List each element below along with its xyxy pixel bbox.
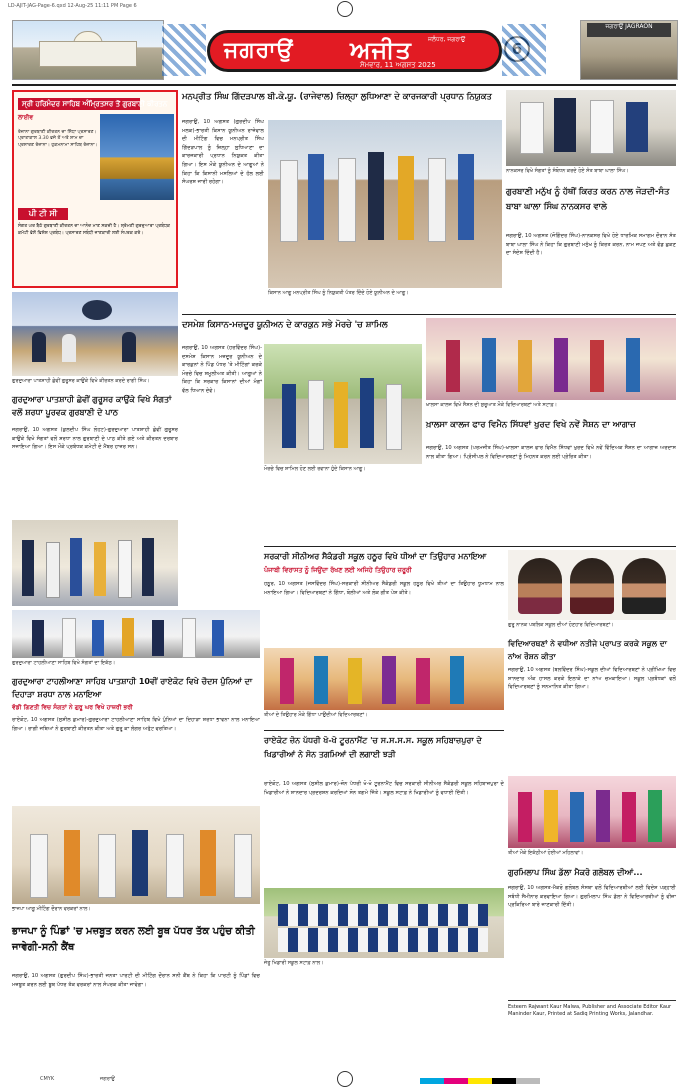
masthead: [12, 14, 676, 82]
khokho-body-cont: [264, 976, 504, 1068]
divider: [182, 314, 676, 315]
khokho-body: ਰਾਏਕੋਟ, 10 ਅਗਸਤ (ਸੁਸ਼ੀਲ ਕੁਮਾਰ)-ਜ਼ੋਨ ਪੱਧਰੀ ਖੋ-ਖੋ ਟੂਰਨਾਮੈਂਟ ਵਿਚ ਸਰਕਾਰੀ ਸੀਨੀਅਰ ਸੈਕੰਡਰੀ ਸਕੂਲ ਸਹਿਬਾਜ਼ਪੁਰਾ ਦੇ ਖਿਡਾਰੀਆਂ ਨੇ ਸ਼ਾਨਦਾਰ ਪ੍ਰਦਰਸ਼ਨ ਕਰਦਿਆਂ ਸੋਨ ਤਗਮੇ ਜਿੱਤੇ। ਸਕੂਲ ਸਟਾਫ਼ ਨੇ ਖਿਡਾਰੀਆਂ ਨੂੰ ਵਧਾਈ ਦਿੱਤੀ।: [264, 781, 504, 796]
bjp-photo: [12, 806, 260, 904]
slug-line: LD-AJIT-JAG-Page-6.qxd 12-Aug-25 11:11 PM Page 6: [8, 3, 137, 9]
nanaksar-caption: ਨਾਨਕਸਰ ਵਿਖੇ ਸੰਗਤਾਂ ਨੂੰ ਸੰਬੋਧਨ ਕਰਦੇ ਹੋਏ ਸੰਤ ਬਾਬਾ ਘਾਲਾ ਸਿੰਘ।: [506, 168, 629, 174]
masthead-photo-sign: ਜਗਰਾਉਂ JAGRAON: [587, 23, 671, 37]
bjp-photo-caption: ਭਾਜਪਾ ਆਗੂ ਮੀਟਿੰਗ ਦੌਰਾਨ ਵਰਕਰਾਂ ਨਾਲ।: [12, 906, 91, 912]
toppers-caption: ਗੁਰੂ ਨਾਨਕ ਪਬਲਿਕ ਸਕੂਲ ਦੀਆਂ ਹੋਣਹਾਰ ਵਿਦਿਆਰਥਣਾਂ।: [508, 622, 614, 628]
school-teej-subhead: ਪੰਜਾਬੀ ਵਿਰਾਸਤ ਨੂੰ ਜਿਉਂਦਾ ਰੱਖਣ ਲਈ ਅਜਿਹੇ ਤਿਉਹਾਰ ਜ਼ਰੂਰੀ: [264, 566, 412, 574]
masthead-left-photo: [12, 20, 164, 80]
gurudwara-photo-caption: ਗੁਰਦੁਆਰਾ ਪਾਤਸ਼ਾਹੀ ਛੇਵੀਂ ਗੁਰੂਸਰ ਕਾਉਂਕੇ ਵਿਖੇ ਕੀਰਤਨ ਕਰਦੇ ਰਾਗੀ ਸਿੰਘ।: [12, 378, 150, 384]
gurmat-body: ਜਗਰਾਉਂ, 10 ਅਗਸਤ-ਮੈਕਰੋ ਗਲੋਬਲ ਸੰਸਥਾ ਵਲੋਂ ਵਿਦਿਆਰਥੀਆਂ ਲਈ ਵਿਦੇਸ਼ ਪੜ੍ਹਾਈ ਸਬੰਧੀ ਸੈਮੀਨਾਰ ਕਰਵਾਇਆ ਗਿਆ। ਗੁਰਮਿਲਾਪ ਸਿੰਘ ਡੱਲਾ ਨੇ ਵਿਦਿਆਰਥੀਆਂ ਨੂੰ ਵੀਜ਼ਾ ਪ੍ਰਕਿਰਿਆ ਬਾਰੇ ਜਾਣਕਾਰੀ ਦਿੱਤੀ।: [508, 885, 676, 909]
story1-body: ਜਗਰਾਉਂ, 10 ਅਗਸਤ (ਗੁਰਦੀਪ ਸਿੰਘ ਮਲਕ)-ਭਾਰਤੀ ਕਿਸਾਨ ਯੂਨੀਅਨ ਰਾਜੇਵਾਲ ਦੀ ਮੀਟਿੰਗ ਵਿਚ ਮਨਪ੍ਰੀਤ ਸਿੰਘ ਗਿੱਦੜਪਾਲ ਨੂੰ ਜ਼ਿਲ੍ਹਾ ਲੁਧਿਆਣਾ ਦਾ ਕਾਰਜਕਾਰੀ ਪ੍ਰਧਾਨ ਨਿਯੁਕਤ ਕੀਤਾ ਗਿਆ। ਇਸ ਮੌਕੇ ਯੂਨੀਅਨ ਦੇ ਆਗੂਆਂ ਨੇ ਕਿਹਾ ਕਿ ਕਿਸਾਨੀ ਮਸਲਿਆਂ ਦੇ ਹੱਲ ਲਈ ਸੰਘਰਸ਼ ਜਾਰੀ ਰਹੇਗਾ।: [182, 119, 264, 186]
gurbani-broadcast-ad: [12, 90, 178, 288]
toppers-photo: [508, 550, 676, 620]
toppers-body: ਜਗਰਾਉਂ, 10 ਅਗਸਤ (ਬਲਵਿੰਦਰ ਸਿੰਘ)-ਸਕੂਲ ਦੀਆਂ ਵਿਦਿਆਰਥਣਾਂ ਨੇ ਪ੍ਰੀਖਿਆ ਵਿਚ ਸ਼ਾਨਦਾਰ ਅੰਕ ਹਾਸਲ ਕਰਕੇ ਇਲਾਕੇ ਦਾ ਨਾਂਅ ਚਮਕਾਇਆ। ਸਕੂਲ ਪ੍ਰਬੰਧਕਾਂ ਵਲੋਂ ਵਿਦਿਆਰਥਣਾਂ ਨੂੰ ਸਨਮਾਨਿਤ ਕੀਤਾ ਗਿਆ।: [508, 667, 676, 691]
masthead-pattern-right: [502, 24, 546, 76]
gurudwara-body: ਜਗਰਾਉਂ, 10 ਅਗਸਤ (ਕੁਲਦੀਪ ਸਿੰਘ ਲੋਹਟ)-ਗੁਰਦੁਆਰਾ ਪਾਤਸ਼ਾਹੀ ਛੇਵੀਂ ਗੁਰੂਸਰ ਕਾਉਂਕੇ ਵਿਖੇ ਸੰਗਤਾਂ ਵਲੋਂ ਸ਼ਰਧਾ ਨਾਲ ਗੁਰਬਾਣੀ ਦੇ ਪਾਠ ਕੀਤੇ ਗਏ ਅਤੇ ਕੀਰਤਨ ਦਰਬਾਰ ਸਜਾਇਆ ਗਿਆ। ਇਸ ਮੌਕੇ ਪ੍ਰਬੰਧਕ ਕਮੇਟੀ ਦੇ ਮੈਂਬਰ ਹਾਜ਼ਰ ਸਨ।: [12, 427, 178, 451]
story1-headline: ਮਨਪ੍ਰੀਤ ਸਿੰਘ ਗਿੱਦੜਪਾਲ ਬੀ.ਕੇ.ਯੂ. (ਰਾਜੇਵਾਲ) ਜ਼ਿਲ੍ਹਾ ਲੁਧਿਆਣਾ ਦੇ ਕਾਰਜਕਾਰੀ ਪ੍ਰਧਾਨ ਨਿਯੁਕਤ: [182, 91, 492, 101]
teej2-caption: ਤੀਆਂ ਮੌਕੇ ਇਕੱਠੀਆਂ ਹੋਈਆਂ ਮਹਿਲਾਵਾਂ।: [508, 850, 584, 856]
dasmesh-headline: ਦਸਮੇਸ਼ ਕਿਸਾਨ-ਮਜ਼ਦੂਰ ਯੂਨੀਅਨ ਦੇ ਕਾਰਕੁਨ ਸਭੇ ਮੋਰਚੇ 'ਚ ਸ਼ਾਮਿਲ: [182, 319, 388, 329]
khalsa-photo-caption: ਖ਼ਾਲਸਾ ਕਾਲਜ ਵਿਖੇ ਸੈਸ਼ਨ ਦੀ ਸ਼ੁਰੂਆਤ ਮੌਕੇ ਵਿਦਿਆਰਥਣਾਂ ਅਤੇ ਸਟਾਫ਼।: [426, 402, 557, 408]
school-teej-caption: ਤੀਆਂ ਦੇ ਤਿਉਹਾਰ ਮੌਕੇ ਗਿੱਧਾ ਪਾਉਂਦੀਆਂ ਵਿਦਿਆਰਥਣਾਂ।: [264, 712, 368, 718]
story1-photo: [268, 120, 502, 288]
dasmesh-caption: ਮੋਰਚੇ ਵਿਚ ਸ਼ਾਮਿਲ ਹੋਣ ਲਈ ਰਵਾਨਾ ਹੁੰਦੇ ਕਿਸਾਨ ਆਗੂ।: [264, 466, 366, 472]
bjp-headline: ਭਾਜਪਾ ਨੂੰ ਪਿੰਡਾਂ 'ਚ ਮਜ਼ਬੂਤ ਕਰਨ ਲਈ ਬੂਥ ਪੱਧਰ ਤੱਕ ਪਹੁੰਚ ਕੀਤੀ ਜਾਵੇਗੀ-ਸਨੀ ਕੈਂਥ: [12, 926, 255, 953]
masthead-paper-name: ਅਜੀਤ: [350, 35, 412, 64]
school-teej-headline: ਸਰਕਾਰੀ ਸੀਨੀਅਰ ਸੈਕੰਡਰੀ ਸਕੂਲ ਹਠੂਰ ਵਿਖੇ ਧੀਆਂ ਦਾ ਤਿਉਹਾਰ ਮਨਾਇਆ: [264, 552, 487, 561]
ad-ptc-logo: ਪੀ ਟੀ ਸੀ: [18, 208, 68, 220]
bottom-center-label: ਜਗਰਾਉਂ: [100, 1076, 115, 1082]
masthead-right-photo: [580, 20, 678, 80]
color-code: CMYK: [40, 1076, 55, 1082]
bottom-bar: [0, 1074, 687, 1089]
masthead-edition: ਜਲੰਧਰ, ਜਗਰਾਉਂ: [428, 36, 466, 43]
story1-caption: ਕਿਸਾਨ ਆਗੂ ਮਨਪ੍ਰੀਤ ਸਿੰਘ ਨੂੰ ਨਿਯੁਕਤੀ ਪੱਤਰ ਦਿੰਦੇ ਹੋਏ ਯੂਨੀਅਨ ਦੇ ਆਗੂ।: [268, 290, 409, 296]
ad-tagline: ਲਾਈਵ: [18, 114, 34, 121]
school-teej-body: ਹਠੂਰ, 10 ਅਗਸਤ (ਜਸਵਿੰਦਰ ਸਿੰਘ)-ਸਰਕਾਰੀ ਸੀਨੀਅਰ ਸੈਕੰਡਰੀ ਸਕੂਲ ਹਠੂਰ ਵਿਖੇ ਤੀਆਂ ਦਾ ਤਿਉਹਾਰ ਧੂਮਧਾਮ ਨਾਲ ਮਨਾਇਆ ਗਿਆ। ਵਿਦਿਆਰਥਣਾਂ ਨੇ ਗਿੱਧਾ, ਬੋਲੀਆਂ ਅਤੇ ਲੋਕ ਗੀਤ ਪੇਸ਼ ਕੀਤੇ।: [264, 581, 504, 596]
toppers-headline: ਵਿਦਿਆਰਥਣਾਂ ਨੇ ਵਧੀਆ ਨਤੀਜੇ ਪ੍ਰਾਪਤ ਕਰਕੇ ਸਕੂਲ ਦਾ ਨਾਂਅ ਰੌਸ਼ਨ ਕੀਤਾ: [508, 639, 667, 661]
teej2-photo: [508, 776, 676, 848]
nanaksar-body: ਜਗਰਾਉਂ, 10 ਅਗਸਤ (ਜੋਗਿੰਦਰ ਸਿੰਘ)-ਨਾਨਕਸਰ ਵਿਖੇ ਹੋਏ ਧਾਰਮਿਕ ਸਮਾਗਮ ਦੌਰਾਨ ਸੰਤ ਬਾਬਾ ਘਾਲਾ ਸਿੰਘ ਨੇ ਕਿਹਾ ਕਿ ਗੁਰਬਾਣੀ ਮਨੁੱਖ ਨੂੰ ਕਿਰਤ ਕਰਨ, ਨਾਮ ਜਪਣ ਅਤੇ ਵੰਡ ਛਕਣ ਦਾ ਸੰਦੇਸ਼ ਦਿੰਦੀ ਹੈ।: [506, 233, 676, 257]
khokho-photo: [264, 888, 504, 958]
ad-body: ਸੰਗਤ ਘਰ ਬੈਠੇ ਗੁਰਬਾਣੀ ਕੀਰਤਨ ਦਾ ਆਨੰਦ ਮਾਣ ਸਕਦੀ ਹੈ। ਸ਼੍ਰੋਮਣੀ ਗੁਰਦੁਆਰਾ ਪ੍ਰਬੰਧਕ ਕਮੇਟੀ ਵੱਲੋਂ ਵਿਸ਼ੇਸ਼ ਪ੍ਰਬੰਧ। ਪ੍ਰਸਾਰਣ ਸਬੰਧੀ ਜਾਣਕਾਰੀ ਲਈ ਸੰਪਰਕ ਕਰੋ।: [18, 224, 171, 236]
dasmesh-body: ਜਗਰਾਉਂ, 10 ਅਗਸਤ (ਹਰਵਿੰਦਰ ਸਿੰਘ)-ਦਸਮੇਸ਼ ਕਿਸਾਨ ਮਜ਼ਦੂਰ ਯੂਨੀਅਨ ਦੇ ਕਾਰਕੁਨਾਂ ਨੇ ਪਿੰਡ ਪੱਧਰ 'ਤੇ ਮੀਟਿੰਗਾਂ ਕਰਕੇ ਮੋਰਚੇ ਵਿਚ ਸ਼ਮੂਲੀਅਤ ਕੀਤੀ। ਆਗੂਆਂ ਨੇ ਕਿਹਾ ਕਿ ਸਰਕਾਰ ਕਿਸਾਨਾਂ ਦੀਆਂ ਮੰਗਾਂ ਵੱਲ ਧਿਆਨ ਦੇਵੇ।: [182, 345, 262, 394]
gurudwara-group-photo: [12, 520, 178, 606]
masthead-city: ਜਗਰਾਉਂ: [224, 37, 294, 63]
gurudwara-kirtan-photo: [12, 292, 178, 376]
color-bar: [420, 1078, 540, 1084]
masthead-divider: [12, 84, 676, 86]
gurmat-headline: ਗੁਰਮਿਲਾਪ ਸਿੰਘ ਡੱਲਾ ਮੈਕਰੋ ਗਲੋਬਲ ਦੀਆਂ...: [508, 868, 643, 877]
masthead-logo: [207, 30, 502, 72]
nanaksar-photo: [506, 90, 676, 166]
guru-purnima-headline: ਗੁਰਦੁਆਰਾ ਟਾਹਲੀਆਣਾ ਸਾਹਿਬ ਪਾਤਸ਼ਾਹੀ 10ਵੀਂ ਰਾਏਕੋਟ ਵਿਖੇ ਚੌਦਸ ਪੁੰਨਿਆਂ ਦਾ ਦਿਹਾੜਾ ਸ਼ਰਧਾ ਨਾਲ ਮਨਾਇਆ: [12, 677, 253, 699]
khokho-caption: ਜੇਤੂ ਖਿਡਾਰੀ ਸਕੂਲ ਸਟਾਫ਼ ਨਾਲ।: [264, 960, 324, 966]
guru-purnima-photo-caption: ਗੁਰਦੁਆਰਾ ਟਾਹਲੀਆਣਾ ਸਾਹਿਬ ਵਿਖੇ ਸੰਗਤਾਂ ਦਾ ਇਕੱਠ।: [12, 660, 116, 666]
ad-points: ਰੋਜ਼ਾਨਾ ਗੁਰਬਾਣੀ ਕੀਰਤਨ ਦਾ ਸਿੱਧਾ ਪ੍ਰਸਾਰਣ। ਪ੍ਰਾਤਾਕਾਲ 3.30 ਵਜੇ ਤੋਂ ਅਤੇ ਸ਼ਾਮ ਦਾ ਪ੍ਰਸਾਰਣ ਰੋਜ਼ਾਨਾ। ਹੁਕਮਨਾਮਾ ਸਾਹਿਬ ਰੋਜ਼ਾਨਾ।: [18, 130, 98, 148]
masthead-date: ਸੋਮਵਾਰ, 11 ਅਗਸਤ 2025: [360, 61, 436, 69]
guru-purnima-photo: [12, 610, 260, 658]
dasmesh-photo: [264, 344, 422, 464]
khalsa-headline: ਖ਼ਾਲਸਾ ਕਾਲਜ ਫਾਰ ਵਿਮੈਨ ਸਿੱਧਵਾਂ ਖੁਰਦ ਵਿਖੇ ਨਵੇਂ ਸੈਸ਼ਨ ਦਾ ਆਗਾਜ਼: [426, 419, 636, 429]
gurmat-footer-note: Esteem Rajwant Kaur Malwa, Publisher and Associate Editor Kaur Maninder Kaur, Printed at Sadiq Printing Works, Jalandhar.: [508, 1000, 676, 1064]
masthead-pattern-left: [162, 24, 206, 76]
nanaksar-headline: ਗੁਰਬਾਣੀ ਮਨੁੱਖ ਨੂੰ ਹੱਥੀਂ ਕਿਰਤ ਕਰਨ ਨਾਲ ਜੋੜਦੀ-ਸੰਤ ਬਾਬਾ ਘਾਲਾ ਸਿੰਘ ਨਾਨਕਸਰ ਵਾਲੇ: [506, 186, 670, 211]
guru-purnima-subhead: ਵੱਡੀ ਗਿਣਤੀ ਵਿਚ ਸੰਗਤਾਂ ਨੇ ਗੁਰੂ ਘਰ ਵਿਖੇ ਹਾਜ਼ਰੀ ਭਰੀ: [12, 704, 133, 711]
divider: [264, 730, 504, 731]
khokho-headline: ਰਾਏਕੋਟ ਜ਼ੋਨ ਪੱਧਰੀ ਖੋ-ਖੋ ਟੂਰਨਾਮੈਂਟ 'ਚ ਸ.ਸ.ਸ.ਸ. ਸਕੂਲ ਸਹਿਬਾਜ਼ਪੁਰਾ ਦੇ ਖਿਡਾਰੀਆਂ ਨੇ ਸੋਨ ਤਗਮਿਆਂ ਦੀ ਲਗਾਈ ਝੜੀ: [264, 736, 482, 759]
divider: [264, 546, 676, 547]
school-teej-photo: [264, 648, 504, 710]
golden-temple-image: [100, 114, 174, 200]
gurudwara-headline: ਗੁਰਦੁਆਰਾ ਪਾਤਸ਼ਾਹੀ ਛੇਵੀਂ ਗੁਰੂਸਰ ਕਾਉਂਕੇ ਵਿਖੇ ਸੰਗਤਾਂ ਵਲੋਂ ਸ਼ਰਧਾ ਪੂਰਵਕ ਗੁਰਬਾਣੀ ਦੇ ਪਾਠ: [12, 395, 172, 417]
bjp-body: ਜਗਰਾਉਂ, 10 ਅਗਸਤ (ਗੁਰਦੀਪ ਸਿੰਘ)-ਭਾਰਤੀ ਜਨਤਾ ਪਾਰਟੀ ਦੀ ਮੀਟਿੰਗ ਦੌਰਾਨ ਸਨੀ ਕੈਂਥ ਨੇ ਕਿਹਾ ਕਿ ਪਾਰਟੀ ਨੂੰ ਪਿੰਡਾਂ ਵਿਚ ਮਜ਼ਬੂਤ ਕਰਨ ਲਈ ਬੂਥ ਪੱਧਰ ਤੱਕ ਵਰਕਰਾਂ ਨਾਲ ਸੰਪਰਕ ਕੀਤਾ ਜਾਵੇਗਾ।: [12, 973, 260, 988]
ad-title: ਸ੍ਰੀ ਹਰਿਮੰਦਰ ਸਾਹਿਬ ਅੰਮ੍ਰਿਤਸਰ ਤੋਂ ਗੁਰਬਾਣੀ ਕੀਰਤਨ: [18, 98, 140, 110]
khalsa-college-photo: [426, 318, 676, 400]
khalsa-body: ਜਗਰਾਉਂ, 10 ਅਗਸਤ (ਪਰਮਜੀਤ ਸਿੰਘ)-ਖ਼ਾਲਸਾ ਕਾਲਜ ਫਾਰ ਵਿਮੈਨ ਸਿੱਧਵਾਂ ਖੁਰਦ ਵਿਖੇ ਨਵੇਂ ਵਿੱਦਿਅਕ ਸੈਸ਼ਨ ਦਾ ਆਗਾਜ਼ ਅਰਦਾਸ ਨਾਲ ਕੀਤਾ ਗਿਆ। ਪ੍ਰਿੰਸੀਪਲ ਨੇ ਵਿਦਿਆਰਥਣਾਂ ਨੂੰ ਮਿਹਨਤ ਕਰਨ ਲਈ ਪ੍ਰੇਰਿਤ ਕੀਤਾ।: [426, 445, 676, 460]
guru-purnima-body: ਰਾਏਕੋਟ, 10 ਅਗਸਤ (ਸੁਸ਼ੀਲ ਕੁਮਾਰ)-ਗੁਰਦੁਆਰਾ ਟਾਹਲੀਆਣਾ ਸਾਹਿਬ ਵਿਖੇ ਪੁੰਨਿਆਂ ਦਾ ਦਿਹਾੜਾ ਸ਼ਰਧਾ ਭਾਵਨਾ ਨਾਲ ਮਨਾਇਆ ਗਿਆ। ਰਾਗੀ ਜਥਿਆਂ ਨੇ ਗੁਰਬਾਣੀ ਕੀਰਤਨ ਕੀਤਾ ਅਤੇ ਗੁਰੂ ਕਾ ਲੰਗਰ ਅਤੁੱਟ ਵਰਤਿਆ।: [12, 717, 260, 732]
